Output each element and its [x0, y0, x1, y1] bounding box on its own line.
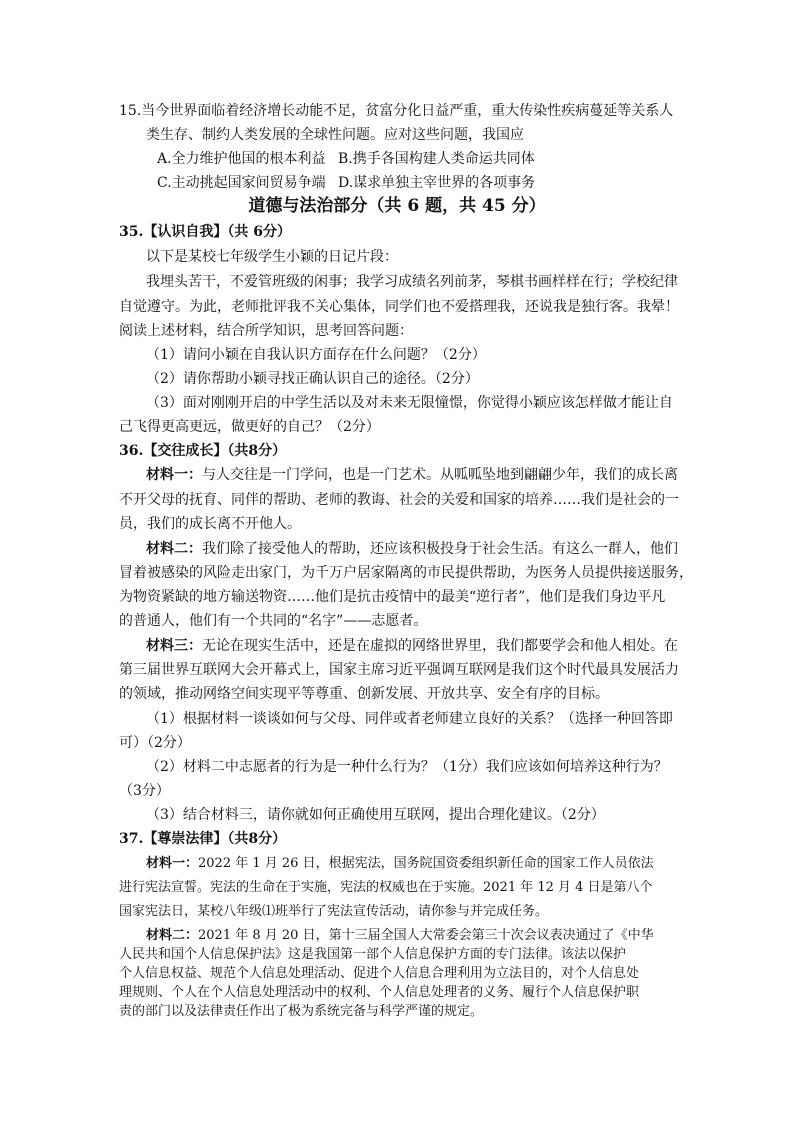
- q37-material2-text: 2021 年 8 月 20 日，第十三届全国人大常委会第三十次会议表决通过了《中华: [198, 928, 654, 943]
- q36-material2-label: 材料二：: [146, 541, 202, 557]
- q36-material2-line3: 为物资紧缺的地方输送物资……他们是抗击疫情中的最美“逆行者”，他们是我们身边平凡: [119, 589, 666, 605]
- q36-material1-text: 与人交往是一门学问，也是一门艺术。从呱呱坠地到翩翩少年，我们的成长离: [202, 467, 678, 483]
- q36-material3-label: 材料三：: [146, 638, 202, 654]
- q35-sub1: （1）请问小颖在自我认识方面存在什么问题？（2分）: [146, 347, 486, 363]
- q37-material1-line3: 国家宪法日，某校八年级⑴班举行了宪法宣传活动，请你参与并完成任务。: [119, 904, 549, 919]
- q15-option-d: D.谋求单独主宰世界的各项事务: [338, 175, 536, 191]
- q36-sub3: （3）结合材料三，请你就如何正确使用互联网，提出合理化建议。（2分）: [146, 807, 605, 823]
- q36-material2-line2: 冒着被感染的风险走出家门，为千万户居家隔离的市民提供帮助，为医务人员提供接送服务，: [119, 565, 693, 581]
- q35-prompt: 阅读上述材料，结合所学知识，思考回答问题：: [119, 323, 413, 339]
- q15-line1: 15.当今世界面临着经济增长动能不足，贫富分化日益严重，重大传染性疾病蔓延等关系人: [119, 103, 674, 119]
- q36-sub2-line2: （3分）: [119, 783, 170, 799]
- q35-diary-line2: 自觉遵守。为此，老师批评我不关心集体，同学们也不爱搭理我，还说我是独行客。我晕！: [119, 299, 679, 315]
- q36-material1-label: 材料一：: [146, 467, 202, 483]
- q36-material3-text: 无论在现实生活中，还是在虚拟的网络世界里，我们都要学会和他人相处。在: [202, 638, 678, 654]
- q37-material1-text: 2022 年 1 月 26 日，根据宪法，国务院国资委组织新任命的国家工作人员依法: [198, 856, 654, 871]
- q36-material2-line1: [146, 541, 678, 557]
- q15-option-b: B.携手各国构建人类命运共同体: [338, 151, 535, 167]
- q37-material1-line1: [146, 856, 654, 872]
- q37-material2-line1: [146, 928, 654, 944]
- q37-material2-line4: 理规则、个人在个人信息处理活动中的权利、个人信息处理者的义务、履行个人信息保护职: [119, 985, 640, 1000]
- q37-heading: 37.【尊崇法律】（共8分）: [119, 831, 287, 847]
- section-title: 道德与法治部分（共 6 题，共 45 分）: [248, 196, 546, 216]
- q36-heading: 36.【交往成长】（共8分）: [119, 443, 287, 459]
- q36-material3-line1: [146, 638, 678, 654]
- q36-material1-line2: 不开父母的抚育、同伴的帮助、老师的教诲、社会的关爱和国家的培养……我们是社会的一: [119, 492, 679, 508]
- q37-material1-line2: 进行宪法宣誓。宪法的生命在于实施，宪法的权威也在于实施。2021 年 12 月 4 日是第八个: [119, 880, 653, 895]
- q36-material1-line3: 员，我们的成长离不开他人。: [119, 516, 301, 532]
- q36-sub1-line2: 可）（2分）: [119, 735, 191, 751]
- q37-material2-line2: 人民共和国个人信息保护法》这是我国第一部个人信息保护方面的专门法律。该法以保护: [119, 947, 627, 962]
- q15-option-a: A.全力维护他国的根本利益: [157, 151, 326, 167]
- q36-material3-line3: 的领域，推动网络空间实现平等尊重、创新发展、开放共享、安全有序的目标。: [119, 686, 609, 702]
- q15-option-c: C.主动挑起国家间贸易争端: [157, 175, 326, 191]
- q35-sub3-line1: （3）面对刚刚开启的中学生活以及对未来无限憧憬，你觉得小颖应该怎样做才能让自: [146, 395, 673, 411]
- q36-sub2-line1: （2）材料二中志愿者的行为是一种什么行为？（1分）我们应该如何培养这种行为？: [146, 759, 668, 775]
- q37-material2-line5: 责的部门以及法律责任作出了极为系统完备与科学严谨的规定。: [119, 1004, 484, 1019]
- q15-line2: 类生存、制约人类发展的全球性问题。应对这些问题，我国应: [146, 127, 524, 143]
- q36-material3-line2: 第三届世界互联网大会开幕式上，国家主席习近平强调互联网是我们这个时代最具发展活力: [119, 662, 679, 678]
- q36-material2-line4: 的普通人，他们有一个共同的“名字”——志愿者。: [119, 613, 428, 629]
- q35-sub3-line2: 己飞得更高更远，做更好的自己？（2分）: [119, 419, 380, 435]
- q37-material1-label: 材料一：: [146, 856, 199, 871]
- q37-material2-label: 材料二：: [146, 928, 199, 943]
- q36-material1-line1: [146, 467, 678, 483]
- q35-intro: 以下是某校七年级学生小颖的日记片段：: [146, 249, 398, 265]
- q36-sub1-line1: （1）根据材料一谈谈如何与父母、同伴或者老师建立良好的关系？（选择一种回答即: [146, 711, 673, 727]
- q35-sub2: （2）请你帮助小颖寻找正确认识自己的途径。（2分）: [146, 371, 479, 387]
- q37-material2-line3: 个人信息权益、规范个人信息处理活动、促进个人信息合理利用为立法目的，对个人信息处: [119, 966, 640, 981]
- q35-heading: 35.【认识自我】（共 6分）: [119, 224, 291, 240]
- q36-material2-text: 我们除了接受他人的帮助，还应该积极投身于社会生活。有这么一群人，他们: [202, 541, 678, 557]
- q35-diary-line1: 我埋头苦干，不爱管班级的闲事；我学习成绩名列前茅，琴棋书画样样在行；学校纪律: [146, 274, 678, 290]
